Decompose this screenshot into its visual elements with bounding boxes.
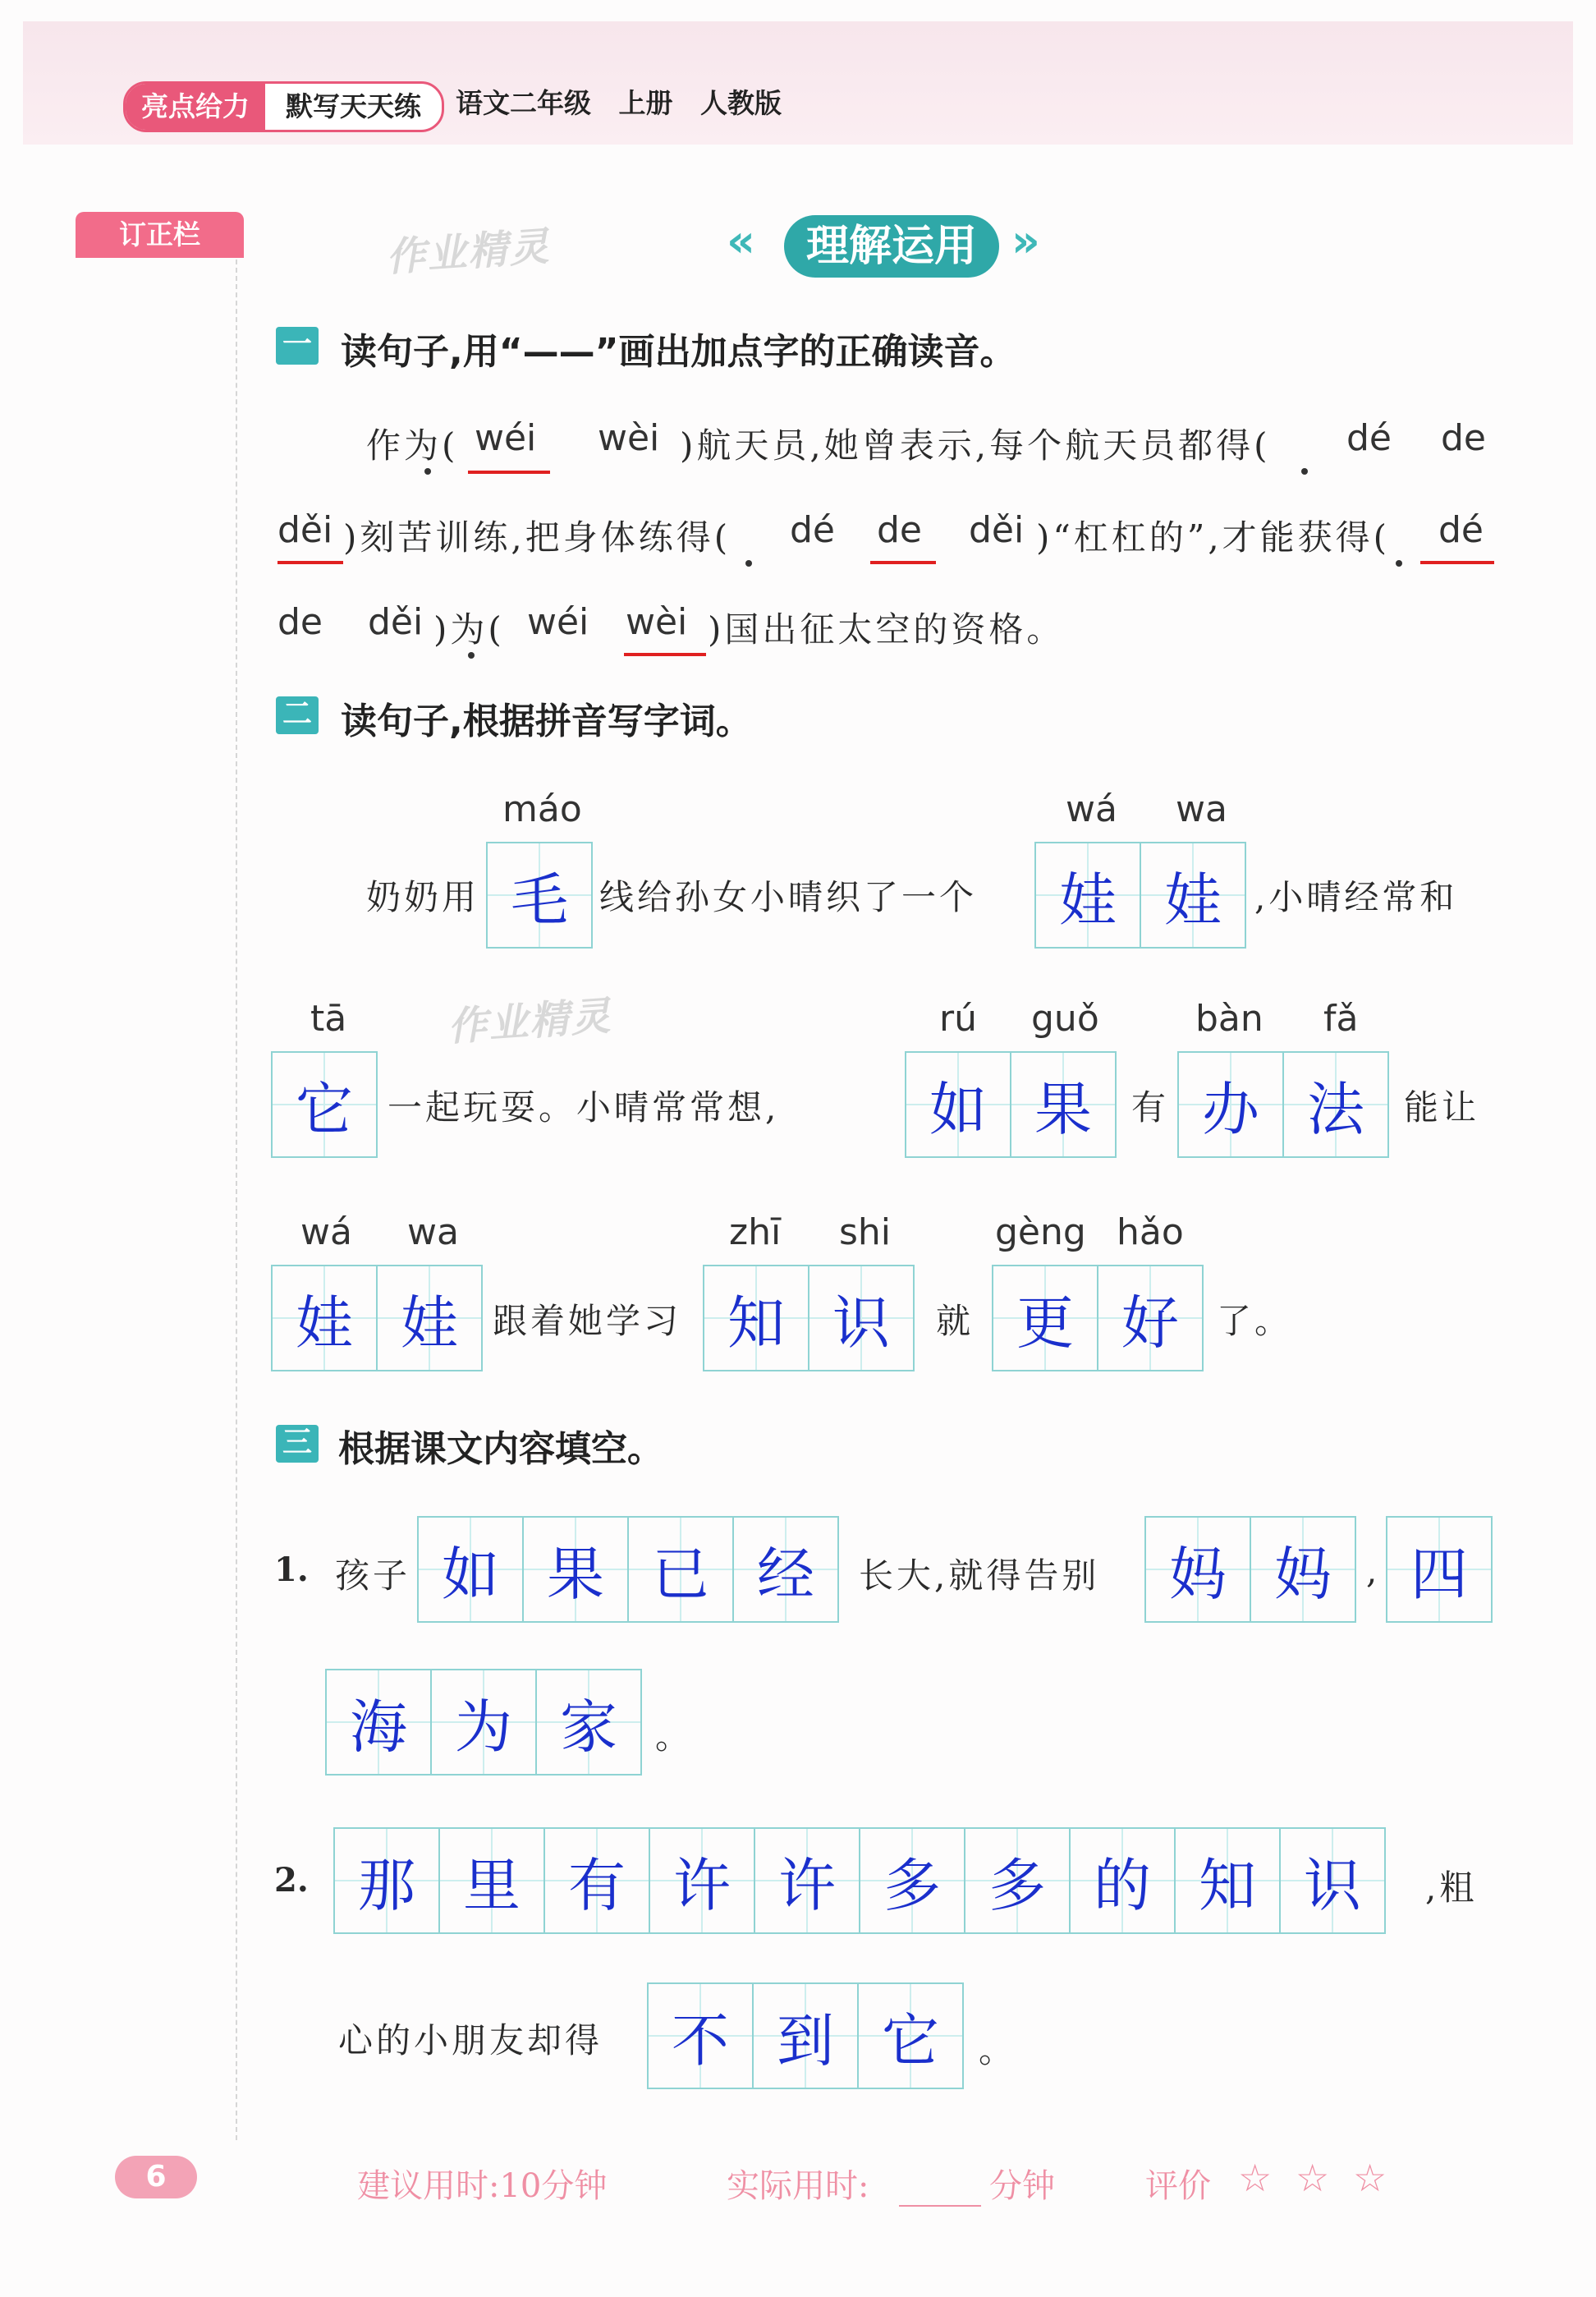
answer-boxes bbox=[1387, 1516, 1493, 1623]
answer-char: 办 bbox=[1202, 1075, 1259, 1143]
q3-item1-text-1: 孩子 bbox=[335, 1555, 411, 1596]
star-icon[interactable]: ☆ bbox=[1238, 2156, 1273, 2200]
writing-box[interactable] bbox=[1386, 1516, 1493, 1623]
emphasis-dot bbox=[424, 468, 431, 475]
answer-boxes bbox=[649, 1982, 964, 2089]
q2-text-7: 跟着她学习 bbox=[493, 1301, 682, 1341]
pinyin-wa: wá bbox=[1066, 788, 1117, 830]
chevron-left-icon: « bbox=[727, 215, 755, 267]
q1-line2-b: )“杠杠的”,才能获得( bbox=[1036, 517, 1391, 558]
writing-box[interactable] bbox=[1174, 1827, 1281, 1934]
writing-box[interactable] bbox=[754, 1827, 860, 1934]
writing-box[interactable] bbox=[627, 1516, 734, 1623]
q3-item2-text-1: ,粗 bbox=[1425, 1867, 1478, 1908]
margin-divider bbox=[236, 260, 237, 2140]
answer-char: 妈 bbox=[1274, 1540, 1332, 1608]
q2-text-3: ,小晴经常和 bbox=[1254, 877, 1458, 917]
writing-box[interactable] bbox=[703, 1265, 809, 1371]
q2-text-6: 能让 bbox=[1404, 1087, 1480, 1128]
answer-char: 许 bbox=[778, 1851, 836, 1919]
writing-box[interactable] bbox=[1144, 1516, 1251, 1623]
writing-box[interactable] bbox=[271, 1051, 378, 1158]
q2-text-4: 一起玩耍。小晴常常想, bbox=[388, 1087, 780, 1128]
writing-box[interactable] bbox=[535, 1669, 642, 1776]
q1-line1-a: 作为( bbox=[366, 425, 459, 466]
pinyin-ta: tā bbox=[310, 998, 347, 1040]
q1-opt-wei1: wéi bbox=[475, 417, 537, 459]
watermark: 作业精灵 bbox=[446, 993, 614, 1050]
answer-char: 知 bbox=[727, 1289, 785, 1357]
answer-boxes bbox=[993, 1265, 1204, 1371]
answer-boxes bbox=[327, 1669, 642, 1776]
answer-char: 四 bbox=[1410, 1540, 1468, 1608]
pinyin-mao: máo bbox=[502, 788, 582, 830]
q3-item1-text-2: 长大,就得告别 bbox=[859, 1555, 1100, 1596]
writing-box[interactable] bbox=[992, 1265, 1098, 1371]
writing-box[interactable] bbox=[1010, 1051, 1117, 1158]
q1-line2-a: )刻苦训练,把身体练得( bbox=[343, 517, 732, 558]
writing-box[interactable] bbox=[1282, 1051, 1389, 1158]
answer-char: 娃 bbox=[1164, 866, 1222, 934]
q3-item2-number: 2. bbox=[274, 1861, 309, 1900]
q2-text-2: 线给孙女小晴织了一个 bbox=[599, 877, 978, 917]
answer-char: 如 bbox=[442, 1540, 499, 1608]
answer-underline bbox=[277, 561, 343, 564]
answer-boxes bbox=[273, 1051, 378, 1158]
question-3-text: 根据课文内容填空。 bbox=[338, 1428, 663, 1470]
answer-char: 多 bbox=[883, 1851, 941, 1919]
book-info: 语文二年级 上册 人教版 bbox=[456, 87, 782, 119]
q1-opt2-dei: děi bbox=[969, 509, 1025, 551]
answer-boxes bbox=[273, 1265, 483, 1371]
answer-char: 法 bbox=[1307, 1075, 1364, 1143]
answer-char: 妈 bbox=[1169, 1540, 1227, 1608]
section-title: 理解运用 bbox=[784, 215, 999, 278]
q1-opt4-wei2: wèi bbox=[626, 601, 688, 643]
answer-char: 多 bbox=[988, 1851, 1046, 1919]
actual-time-label: 实际用时: bbox=[727, 2167, 869, 2205]
pinyin-zhi: zhī bbox=[729, 1211, 782, 1253]
q2-text-8: 就 bbox=[936, 1301, 975, 1341]
writing-box[interactable] bbox=[859, 1827, 965, 1934]
writing-box[interactable] bbox=[522, 1516, 629, 1623]
answer-char: 家 bbox=[560, 1693, 617, 1761]
actual-time-unit: 分钟 bbox=[989, 2167, 1055, 2205]
q1-opt3-de2: de bbox=[277, 601, 323, 643]
q1-opt3-de1: dé bbox=[1438, 509, 1484, 551]
answer-char: 如 bbox=[929, 1075, 987, 1143]
star-icon[interactable]: ☆ bbox=[1353, 2156, 1387, 2200]
answer-char: 知 bbox=[1199, 1851, 1256, 1919]
question-3-number: 三 bbox=[276, 1425, 319, 1463]
pinyin-geng: gèng bbox=[995, 1211, 1086, 1253]
pinyin-wa: wá bbox=[300, 1211, 352, 1253]
writing-box[interactable] bbox=[430, 1669, 537, 1776]
emphasis-dot bbox=[1396, 560, 1402, 567]
writing-box[interactable] bbox=[808, 1265, 915, 1371]
q1-line1-b: )航天员,她曾表示,每个航天员都得( bbox=[680, 425, 1271, 466]
answer-char: 有 bbox=[568, 1851, 626, 1919]
emphasis-dot bbox=[468, 652, 475, 659]
q1-opt1-de2: de bbox=[1441, 417, 1486, 459]
writing-box[interactable] bbox=[438, 1827, 545, 1934]
q3-item1-number: 1. bbox=[274, 1550, 309, 1589]
watermark: 作业精灵 bbox=[384, 223, 553, 281]
answer-char: 娃 bbox=[401, 1289, 458, 1357]
correction-column-label: 订正栏 bbox=[76, 212, 244, 258]
writing-box[interactable] bbox=[647, 1982, 754, 2089]
writing-box[interactable] bbox=[1279, 1827, 1386, 1934]
pinyin-wa: wa bbox=[407, 1211, 459, 1253]
answer-char: 毛 bbox=[511, 866, 568, 934]
rating-label: 评价 bbox=[1145, 2167, 1211, 2205]
answer-char: 那 bbox=[358, 1851, 415, 1919]
brand-badge bbox=[123, 81, 444, 132]
emphasis-dot bbox=[1301, 468, 1308, 475]
question-1-number: 一 bbox=[276, 327, 319, 365]
pinyin-wa: wa bbox=[1176, 788, 1227, 830]
answer-char: 的 bbox=[1094, 1851, 1151, 1919]
answer-char: 已 bbox=[652, 1540, 709, 1608]
writing-box[interactable] bbox=[1097, 1265, 1204, 1371]
emphasis-dot bbox=[745, 560, 752, 567]
q3-item2-text-3: 。 bbox=[979, 2030, 1017, 2070]
answer-boxes bbox=[1179, 1051, 1389, 1158]
pinyin-guo: guǒ bbox=[1031, 998, 1099, 1040]
answer-char: 不 bbox=[672, 2006, 729, 2074]
writing-box[interactable] bbox=[857, 1982, 964, 2089]
answer-boxes bbox=[1036, 842, 1246, 949]
pinyin-ru: rú bbox=[939, 998, 977, 1040]
chevron-right-icon: » bbox=[1011, 215, 1040, 267]
answer-char: 到 bbox=[777, 2006, 834, 2074]
answer-char: 果 bbox=[547, 1540, 604, 1608]
writing-box[interactable] bbox=[732, 1516, 839, 1623]
writing-box[interactable] bbox=[1069, 1827, 1176, 1934]
q1-opt1-dei: děi bbox=[277, 509, 333, 551]
q2-text-5: 有 bbox=[1131, 1087, 1170, 1128]
writing-box[interactable] bbox=[486, 842, 593, 949]
pinyin-ban: bàn bbox=[1195, 998, 1264, 1040]
answer-boxes bbox=[906, 1051, 1117, 1158]
answer-char: 里 bbox=[463, 1851, 521, 1919]
answer-char: 许 bbox=[673, 1851, 731, 1919]
answer-char: 识 bbox=[832, 1289, 890, 1357]
answer-char: 娃 bbox=[1059, 866, 1117, 934]
answer-char: 果 bbox=[1034, 1075, 1092, 1143]
brand-right-label: 默写天天练 bbox=[286, 90, 421, 122]
q2-text-9: 了。 bbox=[1217, 1301, 1293, 1341]
brand-left-label: 亮点给力 bbox=[126, 84, 265, 130]
answer-char: 它 bbox=[882, 2006, 939, 2074]
q1-opt1-de1: dé bbox=[1346, 417, 1392, 459]
answer-char: 更 bbox=[1016, 1289, 1074, 1357]
writing-box[interactable] bbox=[417, 1516, 524, 1623]
q2-text-1: 奶奶用 bbox=[366, 877, 480, 917]
writing-box[interactable] bbox=[376, 1265, 483, 1371]
writing-box[interactable] bbox=[1177, 1051, 1284, 1158]
answer-char: 为 bbox=[455, 1693, 512, 1761]
question-1-text: 读句子,用“——”画出加点字的正确读音。 bbox=[341, 331, 1016, 373]
answer-boxes bbox=[704, 1265, 915, 1371]
writing-box[interactable] bbox=[649, 1827, 755, 1934]
answer-char: 识 bbox=[1304, 1851, 1361, 1919]
writing-box[interactable] bbox=[333, 1827, 440, 1934]
answer-char: 海 bbox=[350, 1693, 407, 1761]
q1-opt3-dei: děi bbox=[368, 601, 424, 643]
answer-char: 好 bbox=[1121, 1289, 1179, 1357]
q3-item1-text-3: , bbox=[1366, 1550, 1381, 1591]
answer-underline bbox=[870, 561, 936, 564]
answer-char: 经 bbox=[757, 1540, 814, 1608]
question-2-text: 读句子,根据拼音写字词。 bbox=[341, 701, 752, 742]
answer-boxes bbox=[488, 842, 593, 949]
writing-box[interactable] bbox=[325, 1669, 432, 1776]
q1-opt-wei2: wèi bbox=[598, 417, 660, 459]
answer-underline bbox=[624, 653, 706, 656]
q3-item2-text-2: 心的小朋友却得 bbox=[338, 2020, 603, 2060]
page-number: 6 bbox=[115, 2156, 197, 2198]
suggested-time: 建议用时:10分钟 bbox=[357, 2167, 608, 2205]
writing-box[interactable] bbox=[752, 1982, 859, 2089]
q1-line3-b: )国出征太空的资格。 bbox=[708, 609, 1065, 650]
question-2-number: 二 bbox=[276, 696, 319, 734]
answer-underline bbox=[468, 471, 550, 474]
writing-box[interactable] bbox=[905, 1051, 1011, 1158]
actual-time-blank[interactable] bbox=[899, 2205, 981, 2207]
answer-char: 它 bbox=[296, 1075, 353, 1143]
writing-box[interactable] bbox=[1140, 842, 1246, 949]
writing-box[interactable] bbox=[1250, 1516, 1356, 1623]
writing-box[interactable] bbox=[964, 1827, 1071, 1934]
q3-item1-text-4: 。 bbox=[655, 1716, 694, 1757]
writing-box[interactable] bbox=[271, 1265, 378, 1371]
q1-opt2-de2: de bbox=[877, 509, 922, 551]
pinyin-fa: fǎ bbox=[1323, 998, 1359, 1040]
q1-opt2-de1: dé bbox=[790, 509, 835, 551]
q1-line3-a: )为( bbox=[433, 609, 505, 650]
answer-boxes bbox=[1146, 1516, 1356, 1623]
answer-char: 娃 bbox=[296, 1289, 353, 1357]
star-icon[interactable]: ☆ bbox=[1296, 2156, 1330, 2200]
writing-box[interactable] bbox=[543, 1827, 650, 1934]
answer-underline bbox=[1420, 561, 1494, 564]
writing-box[interactable] bbox=[1034, 842, 1141, 949]
q1-opt4-wei1: wéi bbox=[527, 601, 589, 643]
pinyin-hao: hǎo bbox=[1117, 1211, 1184, 1253]
answer-boxes bbox=[419, 1516, 839, 1623]
pinyin-shi: shi bbox=[839, 1211, 892, 1253]
answer-boxes bbox=[335, 1827, 1386, 1934]
